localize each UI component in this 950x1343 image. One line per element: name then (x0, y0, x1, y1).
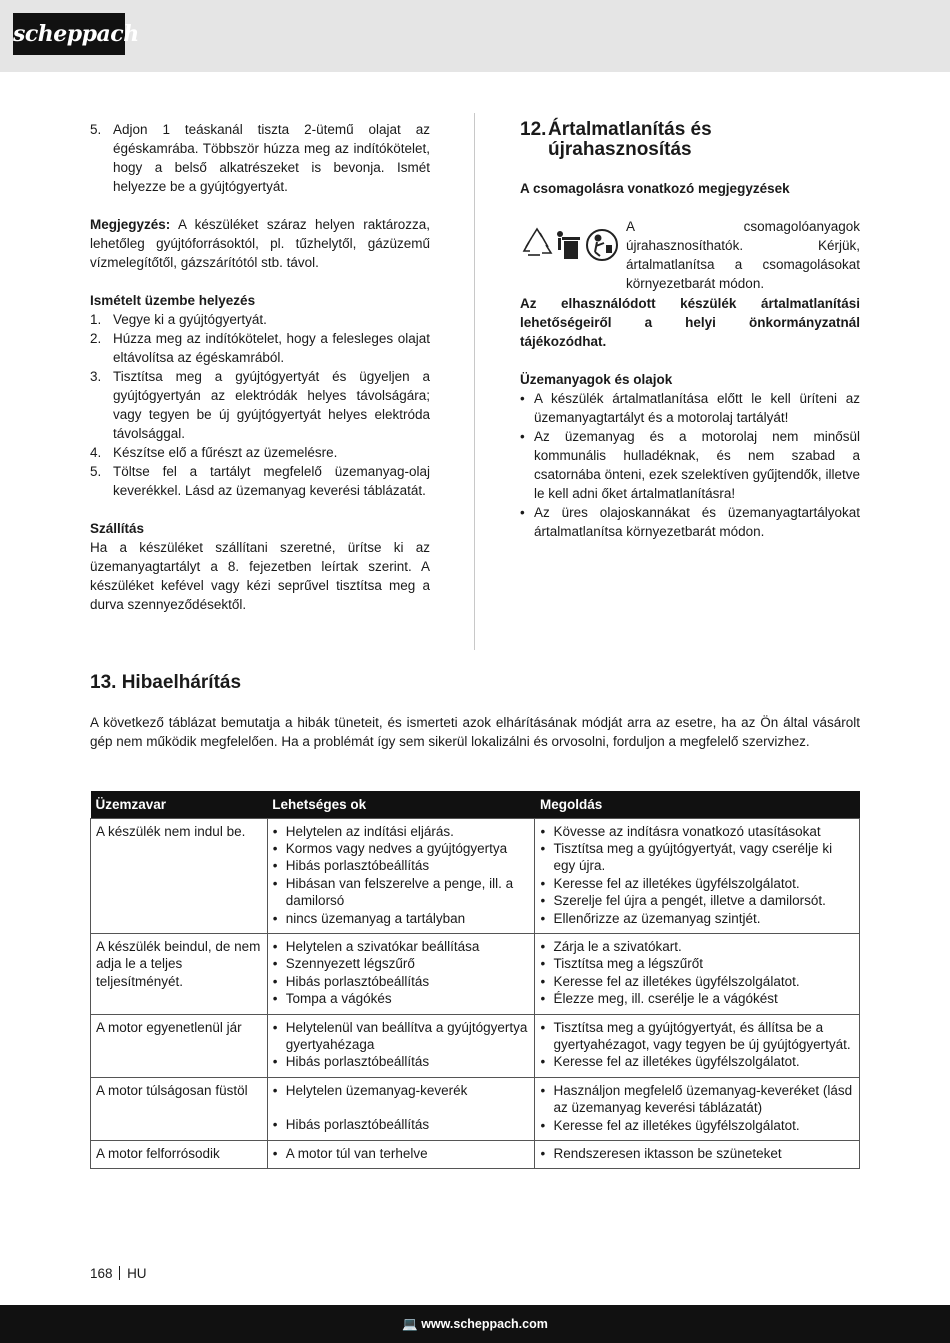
left-column (90, 120, 430, 614)
cause-cell: • A motor túl van terhelve (267, 1141, 535, 1169)
monitor-icon: 💻 (402, 1317, 418, 1331)
list-item: 2. Húzza meg az indítókötelet, hogy a felesleges olajat eltávolítsa az égéskamrából. (90, 331, 430, 365)
note-label: Megjegyzés: (90, 217, 171, 232)
section-12-title: 12. Ártalmatlanítás és újrahasznosítás (520, 119, 712, 160)
section-13-title: 13. Hibaelhárítás (90, 672, 242, 693)
page-number: 168 HU (90, 1266, 147, 1281)
fuels-heading: Üzemanyagok és olajok (520, 372, 673, 387)
table-row (91, 933, 860, 1014)
transport-heading: Szállítás (90, 521, 145, 536)
right-column (520, 120, 860, 541)
footer-bar (0, 1305, 950, 1343)
table-row (91, 1077, 860, 1140)
storage-note (90, 215, 430, 272)
cause-cell: • Helytelen az indítási eljárás. • Kormos vagy nedves a gyújtógyertya • Hibás porlasztóbeállítás • Hibásan van felszerelve a penge, ill. a damilorsó • nincs üzemanyag a tartályban (267, 818, 535, 933)
website-link[interactable]: www.scheppach.com (421, 1317, 548, 1331)
transport-text: Ha a készüléket szállítani szeretné, ürítse ki az üzemanyagtartályt a 8. fejezetben leírtak szerint. A készüléket kefével vagy kézi seprűvel tisztítsa meg a durva szennyeződésektől. (90, 540, 430, 612)
restart-heading: Ismételt üzembe helyezés (90, 293, 256, 308)
recycling-icons (520, 225, 622, 265)
fault-cell: A készülék beindul, de nem adja le a teljes teljesítményét. (91, 933, 268, 1014)
restart-steps (90, 310, 430, 500)
tidy-man-icon (587, 230, 617, 260)
table-row (91, 1014, 860, 1077)
list-item: 3. Tisztítsa meg a gyújtógyertyát és ügyeljen a gyújtógyertyán az elektródák helyes távolságára; vagy tegyen be új gyújtógyertyát helyes elektróda távolsággal. (90, 369, 430, 441)
solution-cell: • Használjon megfelelő üzemanyag-keveréket (lásd az üzemanyag keverési táblázatát) • Keresse fel az illetékes ügyfélszolgálatot. (535, 1077, 860, 1140)
cause-cell: • Helytelenül van beállítva a gyújtógyertya gyertyahézaga • Hibás porlasztóbeállítás (267, 1014, 535, 1077)
fault-cell: A motor felforrósodik (91, 1141, 268, 1169)
fault-cell: A motor túlságosan füstöl (91, 1077, 268, 1140)
list-item: 5. Töltse fel a tartályt megfelelő üzemanyag-olaj keverékkel. Lásd az üzemanyag keverési táblázatát. (90, 464, 430, 498)
table-header-row (91, 791, 860, 818)
cause-cell: • Helytelen üzemanyag-keverék • Hibás porlasztóbeállítás (267, 1077, 535, 1140)
column-divider (474, 113, 475, 650)
brand-logo: scheppach (13, 13, 125, 55)
column-header: Üzemzavar (91, 791, 268, 818)
list-item: 1. Vegye ki a gyújtógyertyát. (90, 312, 267, 327)
solution-cell: • Rendszeresen iktasson be szüneteket (535, 1141, 860, 1169)
packaging-heading: A csomagolásra vonatkozó megjegyzések (520, 181, 790, 196)
cause-cell: • Helytelen a szivatókar beállítása • Szennyezett légszűrő • Hibás porlasztóbeállítás • Tompa a vágókés (267, 933, 535, 1014)
troubleshooting-table (90, 791, 860, 1169)
fault-cell: A motor egyenetlenül jár (91, 1014, 268, 1077)
storage-step: 5. Adjon 1 teáskanál tiszta 2-ütemű olajat az égéskamrába. Többször húzza meg az indítókötelet, hogy a belső alkatrészeket is bevonja. Ismét helyezze be a gyújtógyertyát. (90, 122, 430, 194)
top-bar (0, 0, 950, 72)
table-row (91, 1141, 860, 1169)
storage-step-list (90, 120, 430, 196)
solution-cell: • Kövesse az indításra vonatkozó utasításokat • Tisztítsa meg a gyújtógyertyát, vagy cserélje ki egy újra. • Keresse fel az illetékes ügyfélszolgálatot. • Szerelje fel újra a pengét, illetve a damilorsót. • Ellenőrizze az üzemanyag szintjét. (535, 818, 860, 933)
trash-bin-icon (557, 231, 580, 259)
list-item: • A készülék ártalmatlanítása előtt le kell üríteni az üzemanyagtartályt és a motorolaj tartályát! (520, 389, 860, 427)
fault-cell: A készülék nem indul be. (91, 818, 268, 933)
local-disposal-info: Az elhasználódott készülék ártalmatlanítási lehetőségeiről a helyi önkormányzatnál tájékozódhat. (520, 296, 860, 349)
recycle-icon (524, 229, 551, 255)
section-13-intro: A következő táblázat bemutatja a hibák tüneteit, és ismerteti azok elhárításának módját arra az esetre, ha az Ön által vásárolt gép nem működik megfelelően. Ha a problémát így sem sikerül lokalizálni és orvosolni, forduljon a megfelelő szervizhez. (90, 715, 860, 749)
packaging-text: A csomagolóanyagok újrahasznosíthatók. Kérjük, ártalmatlanítsa a csomagolásokat környezetbarát módon. (626, 219, 860, 291)
list-item: • Az üres olajoskannákat és üzemanyagtartályokat ártalmatlanítsa környezetbarát módon. (520, 503, 860, 541)
column-header: Lehetséges ok (267, 791, 535, 818)
solution-cell: • Tisztítsa meg a gyújtógyertyát, és állítsa be a gyertyahézagot, vagy tegyen be új gyújtógyertyát. • Keresse fel az illetékes ügyfélszolgálatot. (535, 1014, 860, 1077)
column-header: Megoldás (535, 791, 860, 818)
packaging-note (520, 217, 860, 291)
list-item: 4. Készítse elő a fűrészt az üzemelésre. (90, 445, 338, 460)
note-text: A készüléket száraz helyen raktározza, lehetőleg gyújtóforrásoktól, pl. tűzhelytől, gázüzemű vízmelegítőtől, gázszárítótól stb. távol. (90, 217, 430, 270)
solution-cell: • Zárja le a szivatókart. • Tisztítsa meg a légszűrőt • Keresse fel az illetékes ügyfélszolgálatot. • Élezze meg, ill. cserélje le a vágókést (535, 933, 860, 1014)
fuels-list (520, 389, 860, 541)
list-item: • Az üzemanyag és a motorolaj nem minősül kommunális hulladéknak, és nem szabad a csatornába önteni, ezek szelektíven gyűjtendők, illetve le kell adni őket ártalmatlanításra! (520, 427, 860, 503)
table-row (91, 818, 860, 933)
